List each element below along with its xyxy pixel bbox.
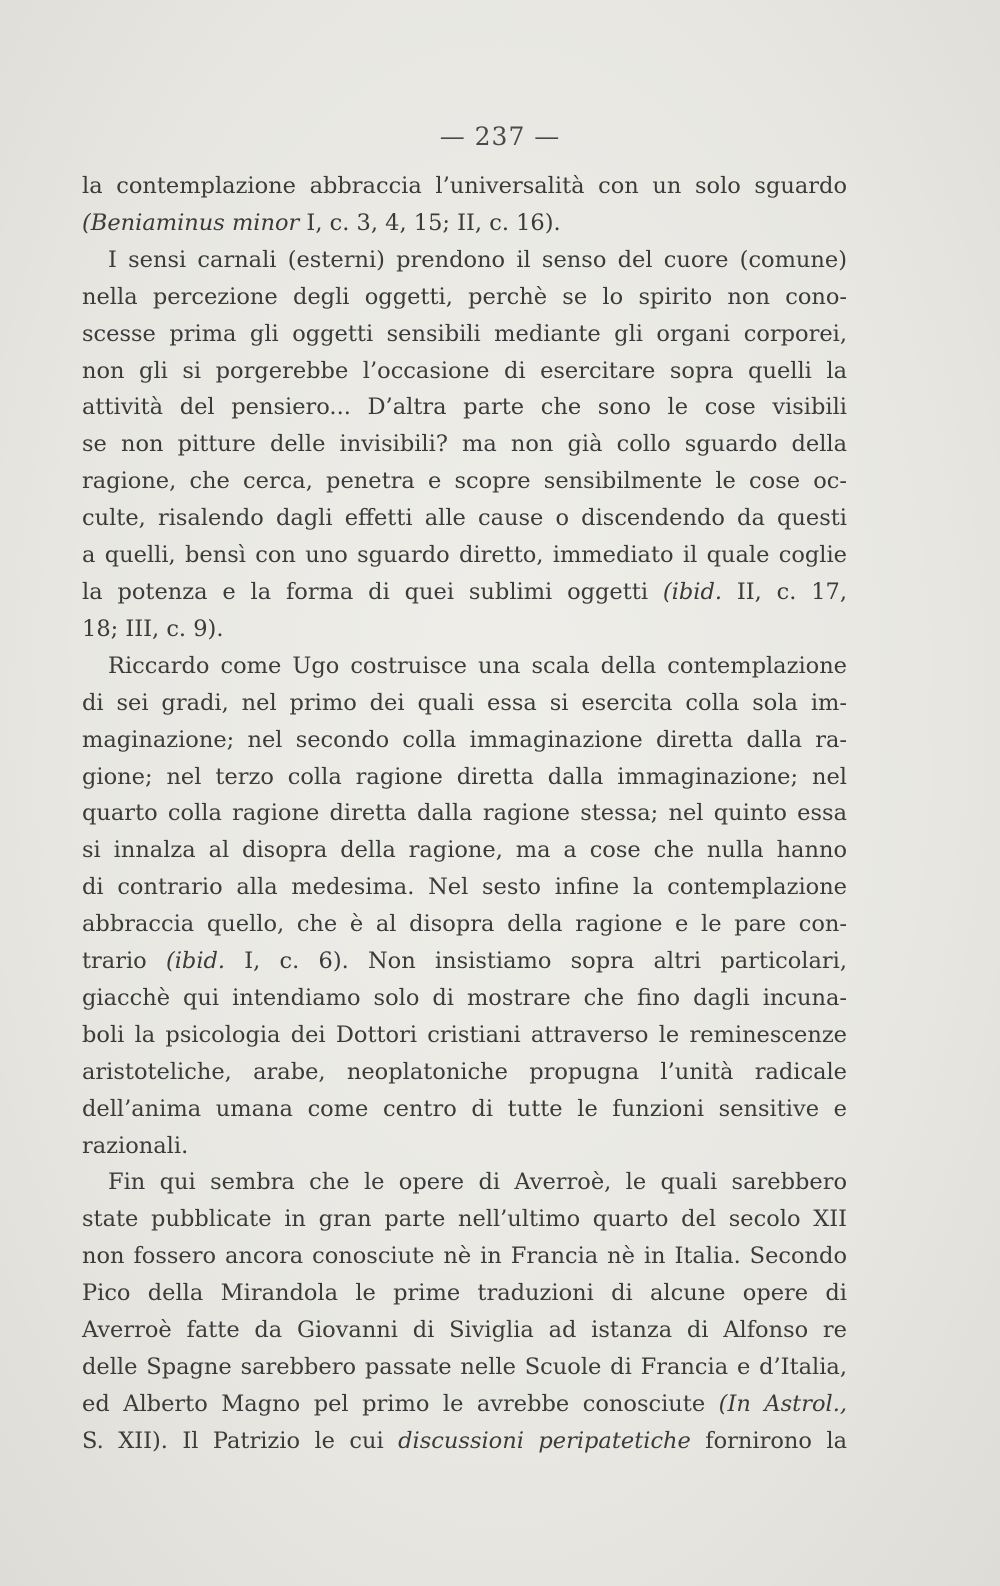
- text-run: culte, risalendo dagli effetti alle cause o discendendo da questi: [82, 505, 847, 532]
- text-run: ed Alberto Magno pel primo le avrebbe conosciute: [82, 1390, 719, 1417]
- text-line: [82, 795, 847, 832]
- text-run: state pubblicate in gran parte nell’ultimo quarto del secolo XII: [82, 1206, 847, 1233]
- text-line: [82, 279, 847, 316]
- italic-text-run: discussioni peripatetiche: [398, 1427, 691, 1454]
- text-line: [82, 980, 847, 1017]
- text-line: [82, 1238, 847, 1275]
- text-run: la contemplazione abbraccia l’universalità con un solo sguardo: [82, 173, 847, 199]
- italic-text-run: (ibid.: [165, 948, 226, 975]
- text-run: I, c. 3, 4, 15; II, c. 16).: [299, 209, 561, 236]
- italic-text-run: Beniaminus minor: [90, 209, 300, 236]
- text-line: [82, 1054, 847, 1091]
- text-run: di sei gradi, nel primo dei quali essa si esercita colla sola im-: [82, 689, 847, 716]
- text-line: [82, 1275, 847, 1312]
- text-run: dell’anima umana come centro di tutte le funzioni sensitive e: [82, 1095, 847, 1122]
- text-run: aristoteliche, arabe, neoplatoniche propugna l’unità radicale: [82, 1058, 847, 1085]
- text-run: I, c. 6). Non insistiamo sopra altri particolari,: [225, 948, 847, 975]
- text-run: trario: [82, 948, 166, 975]
- text-run: ragione, che cerca, penetra e scopre sensibilmente le cose oc-: [82, 468, 847, 495]
- text-run: 18; III, c. 9).: [82, 615, 224, 642]
- text-line: [82, 943, 847, 980]
- text-run: I sensi carnali (esterni) prendono il senso del cuore (comune): [108, 246, 847, 273]
- text-run: boli la psicologia dei Dottori cristiani attraverso le reminescenze: [82, 1021, 847, 1048]
- text-run: fornirono la: [690, 1427, 848, 1454]
- text-line: [82, 389, 847, 426]
- page-number: — 237 —: [439, 122, 561, 151]
- italic-text-run: (ibid.: [662, 578, 723, 605]
- text-line: [82, 242, 847, 279]
- text-run: scesse prima gli oggetti sensibili mediante gli organi corporei,: [82, 320, 847, 347]
- text-run: nella percezione degli oggetti, perchè se lo spirito non cono-: [82, 283, 847, 310]
- text-line: [82, 574, 847, 611]
- text-line: [82, 1386, 847, 1423]
- text-line: [82, 1017, 847, 1054]
- text-line: [82, 205, 847, 242]
- paragraph-4: [82, 1164, 847, 1459]
- text-run: di contrario alla medesima. Nel sesto infine la contemplazione: [82, 874, 847, 901]
- text-line: [82, 611, 847, 648]
- text-line: [82, 168, 847, 205]
- text-run: Averroè fatte da Giovanni di Siviglia ad istanza di Alfonso re: [82, 1317, 847, 1344]
- text-line: [82, 353, 847, 390]
- text-run: non fossero ancora conosciute nè in Francia nè in Italia. Secondo: [82, 1243, 847, 1270]
- text-run: la potenza e la forma di quei sublimi oggetti: [82, 578, 663, 605]
- text-run: attività del pensiero... D’altra parte che sono le cose visibili: [82, 394, 847, 421]
- text-run: si innalza al disopra della ragione, ma a cose che nulla hanno: [82, 837, 847, 864]
- text-run: a quelli, bensì con uno sguardo diretto, immediato il quale coglie: [82, 542, 847, 569]
- text-run: Fin qui sembra che le opere di Averroè, le quali sarebbero: [108, 1169, 847, 1196]
- text-run: Riccardo come Ugo costruisce una scala della contemplazione: [108, 652, 847, 679]
- text-line: [82, 906, 847, 943]
- text-line: [82, 1312, 847, 1349]
- text-run: se non pitture delle invisibili? ma non già collo sguardo della: [82, 431, 847, 458]
- text-run: gione; nel terzo colla ragione diretta dalla immaginazione; nel: [82, 763, 847, 790]
- text-line: [82, 463, 847, 500]
- text-line: [82, 869, 847, 906]
- italic-text-run: (In Astrol.,: [718, 1390, 847, 1417]
- text-run: giacchè qui intendiamo solo di mostrare che fino dagli incuna-: [82, 984, 847, 1011]
- text-run: maginazione; nel secondo colla immaginazione diretta dalla ra-: [82, 726, 847, 753]
- text-run: abbraccia quello, che è al disopra della ragione e le pare con-: [82, 911, 847, 938]
- text-line: [82, 1091, 847, 1128]
- text-line: [82, 1128, 847, 1165]
- body-text: [82, 168, 847, 1460]
- paragraph-3: [82, 648, 847, 1165]
- text-line: [82, 759, 847, 796]
- text-line: [82, 1164, 847, 1201]
- text-line: [82, 316, 847, 353]
- italic-text-run: (: [82, 209, 91, 236]
- text-run: S. XII). Il Patrizio le cui: [82, 1427, 399, 1454]
- text-run: delle Spagne sarebbero passate nelle Scuole di Francia e d’Italia,: [82, 1354, 847, 1380]
- text-run: razionali.: [82, 1132, 189, 1159]
- text-run: II, c. 17,: [722, 578, 848, 605]
- text-line: [82, 500, 847, 537]
- text-line: [82, 537, 847, 574]
- text-line: [82, 648, 847, 685]
- text-line: [82, 1423, 847, 1460]
- text-line: [82, 722, 847, 759]
- paragraph-2: [82, 242, 847, 648]
- text-line: [82, 832, 847, 869]
- text-line: [82, 426, 847, 463]
- text-line: [82, 1201, 847, 1238]
- text-run: Pico della Mirandola le prime traduzioni di alcune opere di: [82, 1280, 847, 1307]
- paragraph-1: [82, 168, 847, 242]
- text-line: [82, 685, 847, 722]
- text-line: [82, 1349, 847, 1386]
- text-run: quarto colla ragione diretta dalla ragione stessa; nel quinto essa: [82, 800, 847, 827]
- text-run: non gli si porgerebbe l’occasione di esercitare sopra quelli la: [82, 357, 847, 384]
